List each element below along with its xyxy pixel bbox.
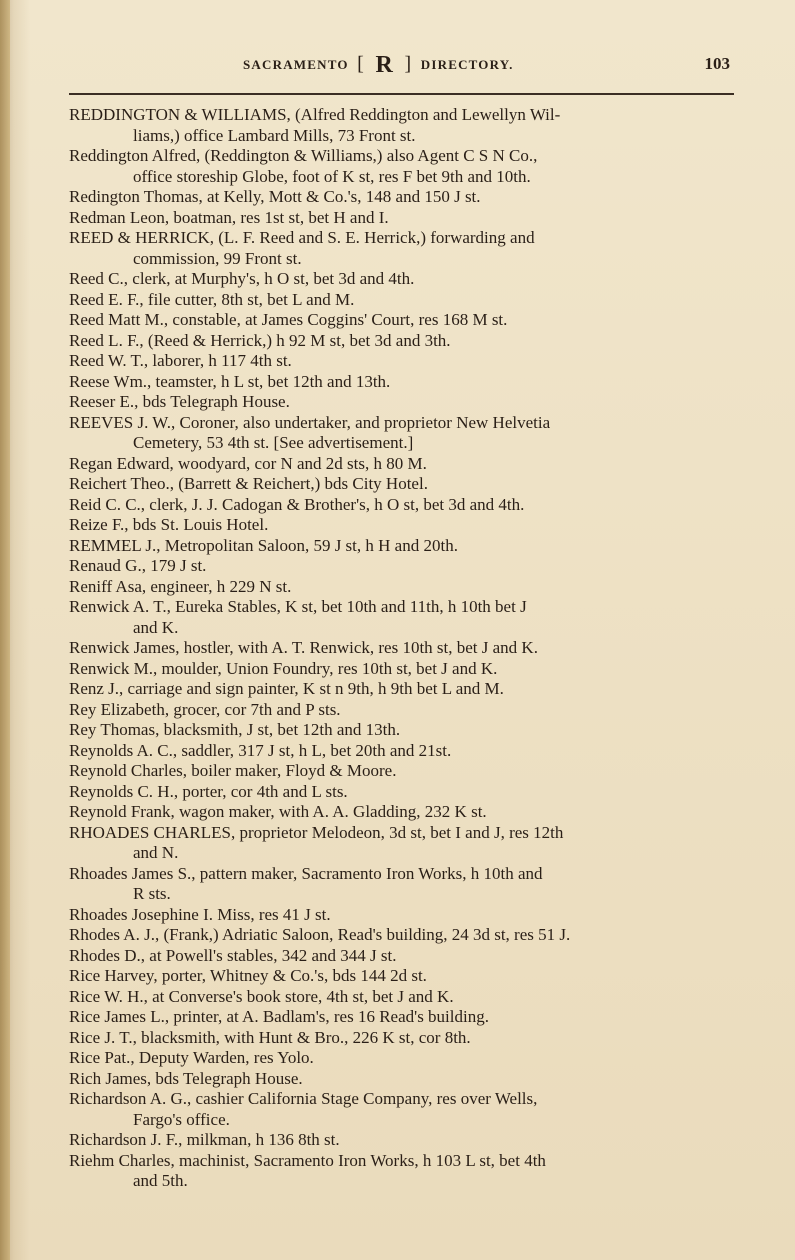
entry-line: Renz J., carriage and sign painter, K st n 9th, h 9th bet L and M. <box>69 679 504 698</box>
directory-entry <box>69 208 737 229</box>
entry-line: RHOADES CHARLES, proprietor Melodeon, 3d st, bet I and J, res 12th <box>69 822 564 842</box>
entry-line: Richardson A. G., cashier California Stage Company, res over Wells, <box>69 1089 538 1108</box>
directory-entry <box>69 454 737 475</box>
directory-entry <box>69 187 737 208</box>
directory-entry <box>69 290 737 311</box>
entry-line: Rhoades Josephine I. Miss, res 41 J st. <box>69 904 331 924</box>
directory-entry <box>69 1028 737 1049</box>
directory-entry <box>69 700 737 721</box>
directory-entry <box>69 351 737 372</box>
entry-line: Reize F., bds St. Louis Hotel. <box>69 515 269 534</box>
entry-line: Reniff Asa, engineer, h 229 N st. <box>69 576 292 596</box>
entry-continuation-line: commission, 99 Front st. <box>133 248 302 268</box>
entry-line: Rice Harvey, porter, Whitney & Co.'s, bds 144 2d st. <box>69 966 427 985</box>
entry-line: Redman Leon, boatman, res 1st st, bet H and I. <box>69 207 389 227</box>
entry-continuation-line: R sts. <box>133 884 171 903</box>
entry-line: Reichert Theo., (Barrett & Reichert,) bds City Hotel. <box>69 474 428 493</box>
header-title: DIRECTORY. <box>420 57 514 72</box>
directory-entry <box>69 925 737 946</box>
entry-continuation-line: and K. <box>133 617 179 637</box>
directory-entry <box>69 720 737 741</box>
directory-entry <box>69 1069 737 1090</box>
directory-entry <box>69 1048 737 1069</box>
entry-line: Reed W. T., laborer, h 117 4th st. <box>69 351 292 370</box>
header-letter: R <box>375 52 394 78</box>
directory-entry <box>69 761 737 782</box>
entry-line: Reed L. F., (Reed & Herrick,) h 92 M st, bet 3d and 3th. <box>69 330 451 350</box>
entry-continuation-line: Fargo's office. <box>133 1109 230 1129</box>
entry-continuation-line: office storeship Globe, foot of K st, res F bet 9th and 10th. <box>133 166 531 186</box>
directory-entry <box>69 372 737 393</box>
header-bracket-close: ] <box>404 53 413 75</box>
directory-entry <box>69 536 737 557</box>
entry-line: Rice James L., printer, at A. Badlam's, res 16 Read's building. <box>69 1007 489 1026</box>
entry-line: Rey Elizabeth, grocer, cor 7th and P sts. <box>69 699 341 719</box>
entry-line: Rhoades James S., pattern maker, Sacramento Iron Works, h 10th and <box>69 863 543 883</box>
directory-entry <box>69 782 737 803</box>
directory-entry <box>69 310 737 331</box>
directory-entry <box>69 966 737 987</box>
directory-entry <box>69 228 737 269</box>
entry-line: Rich James, bds Telegraph House. <box>69 1068 303 1088</box>
directory-entry <box>69 659 737 680</box>
directory-entry <box>69 1089 737 1130</box>
page-header <box>0 51 795 77</box>
entry-line: Rey Thomas, blacksmith, J st, bet 12th and 13th. <box>69 720 401 739</box>
entry-continuation-line: and 5th. <box>133 1171 188 1190</box>
header-bracket-open: [ <box>357 53 365 75</box>
entry-line: Rice J. T., blacksmith, with Hunt & Bro., 226 K st, cor 8th. <box>69 1027 471 1047</box>
entry-line: Reynolds A. C., saddler, 317 J st, h L, bet 20th and 21st. <box>69 740 452 760</box>
entry-line: REDDINGTON & WILLIAMS, (Alfred Reddington and Lewellyn Wil- <box>69 105 561 124</box>
directory-entry <box>69 515 737 536</box>
directory-entry <box>69 146 737 187</box>
entry-line: Rhodes D., at Powell's stables, 342 and 344 J st. <box>69 945 397 965</box>
entry-line: Rice Pat., Deputy Warden, res Yolo. <box>69 1048 314 1067</box>
directory-entry <box>69 741 737 762</box>
entry-line: Richardson J. F., milkman, h 136 8th st. <box>69 1130 340 1149</box>
directory-entry <box>69 905 737 926</box>
entry-line: Reese Wm., teamster, h L st, bet 12th and 13th. <box>69 371 391 391</box>
entry-line: Reed E. F., file cutter, 8th st, bet L and M. <box>69 289 355 309</box>
entry-line: Reid C. C., clerk, J. J. Cadogan & Brother's, h O st, bet 3d and 4th. <box>69 494 525 514</box>
entry-line: Reddington Alfred, (Reddington & Williams,) also Agent C S N Co., <box>69 146 538 165</box>
directory-entry <box>69 474 737 495</box>
header-rule <box>69 93 734 95</box>
directory-entries <box>69 105 737 1192</box>
directory-entry <box>69 556 737 577</box>
directory-entry <box>69 392 737 413</box>
directory-entry <box>69 331 737 352</box>
directory-entry <box>69 679 737 700</box>
entry-line: Renwick M., moulder, Union Foundry, res 10th st, bet J and K. <box>69 658 498 678</box>
entry-line: REMMEL J., Metropolitan Saloon, 59 J st, h H and 20th. <box>69 535 458 555</box>
entry-line: Reynolds C. H., porter, cor 4th and L sts. <box>69 781 348 801</box>
directory-entry <box>69 413 737 454</box>
entry-line: Reeser E., bds Telegraph House. <box>69 392 290 411</box>
directory-entry <box>69 864 737 905</box>
entry-line: Redington Thomas, at Kelly, Mott & Co.'s, 148 and 150 J st. <box>69 187 481 206</box>
page-number: 103 <box>704 54 730 73</box>
entry-line: Reynold Frank, wagon maker, with A. A. Gladding, 232 K st. <box>69 802 487 821</box>
entry-continuation-line: Cemetery, 53 4th st. [See advertisement.] <box>133 433 414 452</box>
directory-entry <box>69 987 737 1008</box>
entry-line: Rice W. H., at Converse's book store, 4th st, bet J and K. <box>69 986 454 1006</box>
entry-line: Regan Edward, woodyard, cor N and 2d sts, h 80 M. <box>69 453 427 473</box>
entry-line: REEVES J. W., Coroner, also undertaker, and proprietor New Helvetia <box>69 412 551 432</box>
directory-entry <box>69 1130 737 1151</box>
entry-line: Renwick James, hostler, with A. T. Renwick, res 10th st, bet J and K. <box>69 638 538 657</box>
entry-line: Reed Matt M., constable, at James Coggins' Court, res 168 M st. <box>69 310 508 329</box>
directory-entry <box>69 105 737 146</box>
directory-entry <box>69 269 737 290</box>
entry-line: Reynold Charles, boiler maker, Floyd & Moore. <box>69 761 397 780</box>
directory-entry <box>69 946 737 967</box>
directory-entry <box>69 802 737 823</box>
entry-line: Rhodes A. J., (Frank,) Adriatic Saloon, Read's building, 24 3d st, res 51 J. <box>69 925 571 944</box>
entry-line: Renwick A. T., Eureka Stables, K st, bet 10th and 11th, h 10th bet J <box>69 597 527 616</box>
directory-entry <box>69 597 737 638</box>
directory-entry <box>69 577 737 598</box>
entry-continuation-line: liams,) office Lambard Mills, 73 Front st. <box>133 125 416 145</box>
entry-line: Riehm Charles, machinist, Sacramento Iron Works, h 103 L st, bet 4th <box>69 1150 546 1170</box>
directory-entry <box>69 638 737 659</box>
entry-continuation-line: and N. <box>133 843 179 862</box>
directory-entry <box>69 495 737 516</box>
directory-entry <box>69 1151 737 1192</box>
entry-line: Reed C., clerk, at Murphy's, h O st, bet 3d and 4th. <box>69 269 415 288</box>
entry-line: Renaud G., 179 J st. <box>69 556 207 575</box>
header-city: SACRAMENTO <box>243 57 349 72</box>
running-head <box>243 51 514 78</box>
entry-line: REED & HERRICK, (L. F. Reed and S. E. Herrick,) forwarding and <box>69 228 535 247</box>
page-edge <box>0 0 10 1260</box>
directory-entry <box>69 1007 737 1028</box>
directory-entry <box>69 823 737 864</box>
